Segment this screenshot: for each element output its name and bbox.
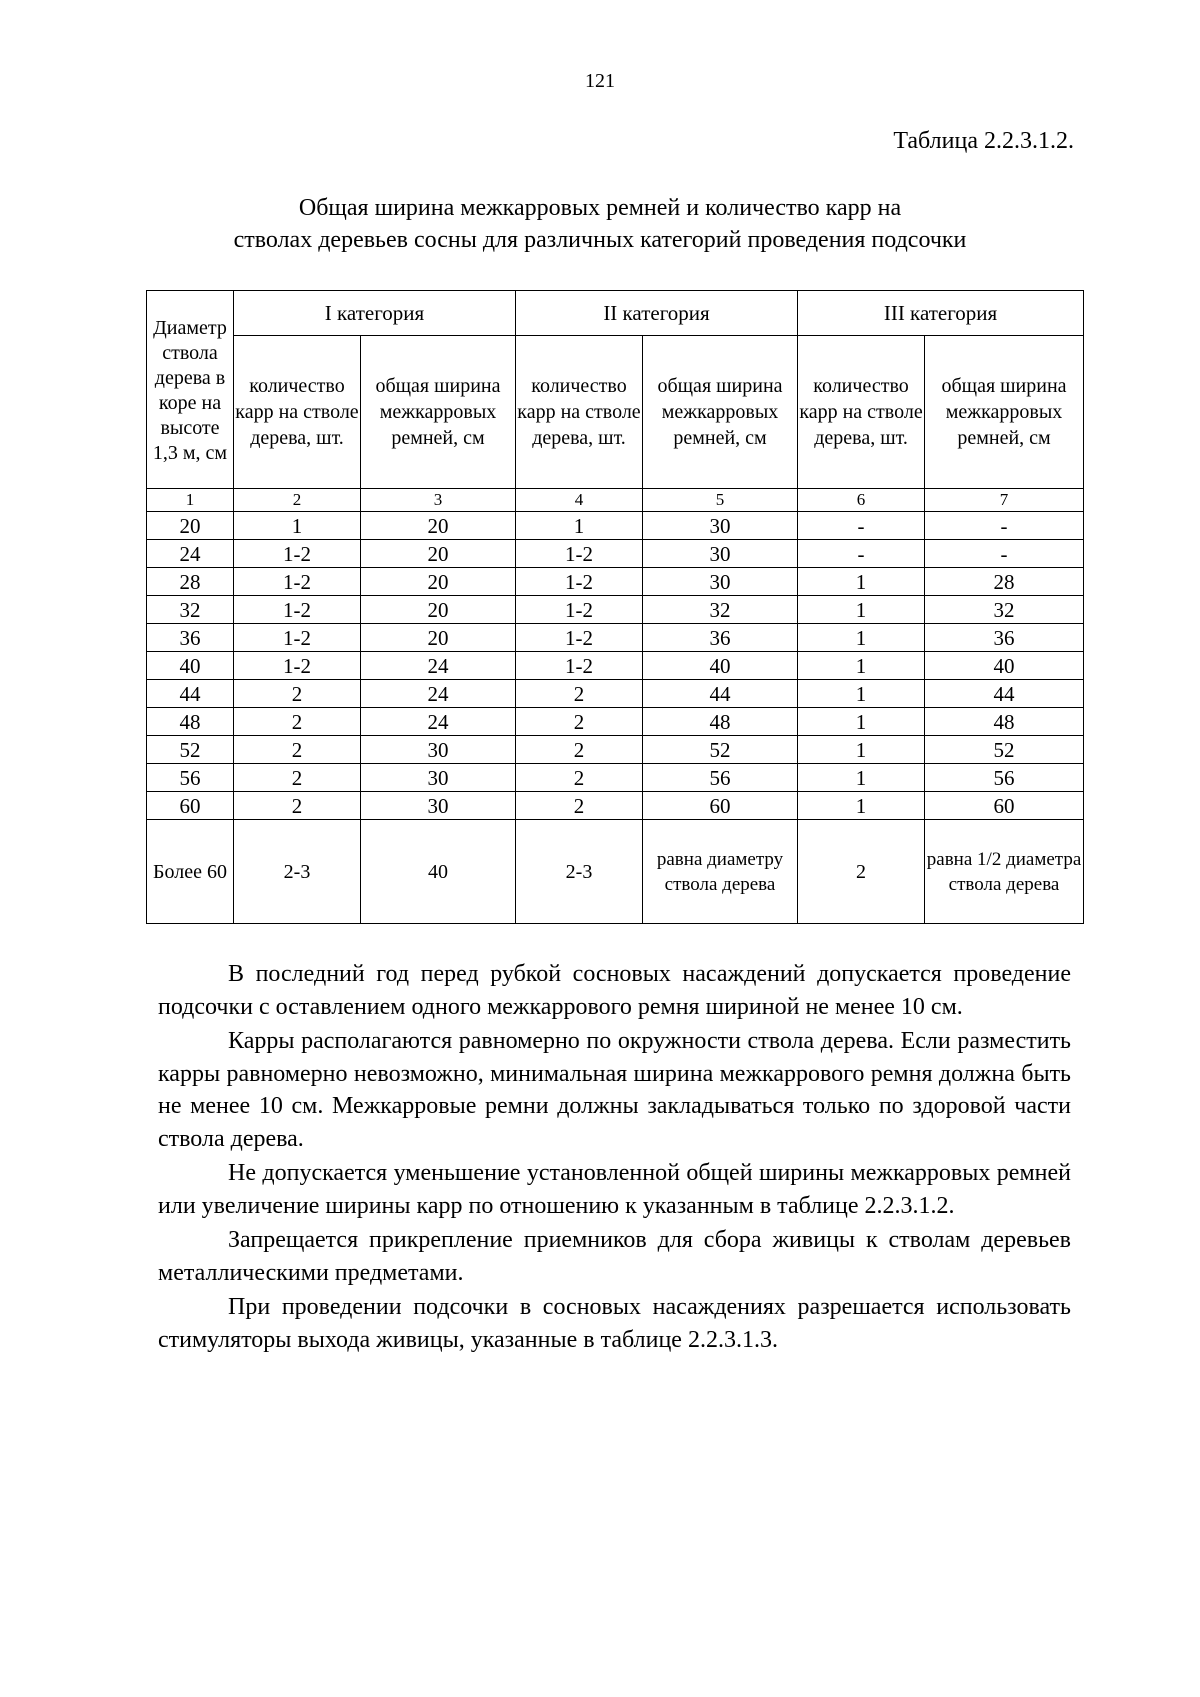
table-row bbox=[147, 568, 1084, 596]
subheader-count: количество карр на стволе дерева, шт. bbox=[234, 336, 361, 489]
table-cell: 1-2 bbox=[516, 568, 643, 596]
table-cell: 60 bbox=[643, 792, 798, 820]
table-cell: 24 bbox=[147, 540, 234, 568]
table-cell: 1-2 bbox=[234, 540, 361, 568]
table-cell: 1-2 bbox=[234, 568, 361, 596]
table-cell: 1 bbox=[798, 568, 925, 596]
table-cell: 48 bbox=[643, 708, 798, 736]
header-diameter: Диаметр ствола дерева в коре на высоте 1,3 м, см bbox=[147, 291, 234, 489]
table-row-last bbox=[147, 820, 1084, 924]
table-cell: 28 bbox=[925, 568, 1084, 596]
column-number-row bbox=[147, 489, 1084, 512]
column-number: 6 bbox=[798, 489, 925, 512]
table-cell: 2 bbox=[516, 680, 643, 708]
table-cell: 2 bbox=[516, 736, 643, 764]
table-cell: 1 bbox=[234, 512, 361, 540]
data-table bbox=[146, 290, 1084, 924]
table-cell: 1 bbox=[798, 680, 925, 708]
column-number: 5 bbox=[643, 489, 798, 512]
table-cell: 32 bbox=[147, 596, 234, 624]
paragraph: Запрещается прикрепление приемников для сбора живицы к стволам деревьев металлическими предметами. bbox=[158, 1227, 1071, 1286]
subheader-count: количество карр на стволе дерева, шт. bbox=[516, 336, 643, 489]
table-cell: 40 bbox=[643, 652, 798, 680]
table-cell: 36 bbox=[925, 624, 1084, 652]
table-cell: 40 bbox=[147, 652, 234, 680]
table-cell: 1-2 bbox=[234, 596, 361, 624]
table-cell: 2 bbox=[516, 764, 643, 792]
table-cell: 24 bbox=[361, 708, 516, 736]
title-line: Общая ширина межкарровых ремней и количество карр на bbox=[298, 195, 902, 221]
table-cell: 20 bbox=[147, 512, 234, 540]
table-cell: 1 bbox=[798, 708, 925, 736]
table-cell: 20 bbox=[361, 568, 516, 596]
table-cell: 60 bbox=[147, 792, 234, 820]
table-cell: 44 bbox=[925, 680, 1084, 708]
table-cell: 2-3 bbox=[234, 820, 361, 924]
table-row bbox=[147, 792, 1084, 820]
paragraph: Карры располагаются равномерно по окружности ствола дерева. Если разместить карры равномерно невозможно, минимальная ширина межкаррового ремня должна быть не менее 10 см. Межкарровые ремни должны закладываться только по здоровой части ствола дерева. bbox=[158, 1028, 1071, 1152]
table-cell: 20 bbox=[361, 624, 516, 652]
table-title bbox=[140, 192, 1060, 256]
table-cell: 32 bbox=[925, 596, 1084, 624]
paragraph: В последний год перед рубкой сосновых насаждений допускается проведение подсочки с оставлением одного межкаррового ремня шириной не менее 10 см. bbox=[158, 961, 1071, 1020]
table-cell: 1-2 bbox=[516, 624, 643, 652]
table-cell: - bbox=[925, 540, 1084, 568]
table-cell: 2 bbox=[234, 736, 361, 764]
table-cell: 52 bbox=[925, 736, 1084, 764]
table-cell: равна 1/2 диаметра ствола дерева bbox=[925, 820, 1084, 924]
table-cell: 28 bbox=[147, 568, 234, 596]
table-cell: 1-2 bbox=[234, 652, 361, 680]
header-category-3: III категория bbox=[798, 291, 1084, 336]
table-cell: 36 bbox=[643, 624, 798, 652]
table-cell: 2 bbox=[234, 764, 361, 792]
table-cell: 2 bbox=[234, 792, 361, 820]
table-row bbox=[147, 624, 1084, 652]
table-cell: 1 bbox=[516, 512, 643, 540]
table-cell: 1-2 bbox=[516, 540, 643, 568]
header-category-2: II категория bbox=[516, 291, 798, 336]
table-cell: 48 bbox=[925, 708, 1084, 736]
table-cell: 1-2 bbox=[516, 596, 643, 624]
title-line: стволах деревьев сосны для различных категорий проведения подсочки bbox=[233, 227, 967, 253]
table-row bbox=[147, 708, 1084, 736]
column-number: 1 bbox=[147, 489, 234, 512]
table-cell: 1 bbox=[798, 764, 925, 792]
table-row bbox=[147, 540, 1084, 568]
table-cell: 2 bbox=[234, 680, 361, 708]
table-cell: 1 bbox=[798, 624, 925, 652]
table-cell: 40 bbox=[925, 652, 1084, 680]
table-cell: - bbox=[798, 512, 925, 540]
table-cell: 24 bbox=[361, 652, 516, 680]
table-cell: 48 bbox=[147, 708, 234, 736]
table-cell: Более 60 bbox=[147, 820, 234, 924]
table-cell: 20 bbox=[361, 512, 516, 540]
table-cell: 20 bbox=[361, 540, 516, 568]
paragraph: Не допускается уменьшение установленной общей ширины межкарровых ремней или увеличение ширины карр по отношению к указанным в таблице 2.2.3.1.2. bbox=[158, 1160, 1071, 1219]
table-cell: 30 bbox=[361, 764, 516, 792]
table-row bbox=[147, 596, 1084, 624]
subheader-width: общая ширина межкарровых ремней, см bbox=[361, 336, 516, 489]
table-cell: - bbox=[798, 540, 925, 568]
table-cell: 60 bbox=[925, 792, 1084, 820]
column-number: 3 bbox=[361, 489, 516, 512]
table-cell: 30 bbox=[643, 512, 798, 540]
table-cell: 1-2 bbox=[234, 624, 361, 652]
subheader-width: общая ширина межкарровых ремней, см bbox=[925, 336, 1084, 489]
table-cell: 1 bbox=[798, 792, 925, 820]
table-cell: 56 bbox=[147, 764, 234, 792]
table-cell: 2 bbox=[234, 708, 361, 736]
table-row bbox=[147, 680, 1084, 708]
table-cell: 44 bbox=[643, 680, 798, 708]
table-cell: 2 bbox=[798, 820, 925, 924]
table-row bbox=[147, 512, 1084, 540]
table-label: Таблица 2.2.3.1.2. bbox=[893, 128, 1074, 154]
body-text bbox=[158, 958, 1071, 1358]
table-cell: 1-2 bbox=[516, 652, 643, 680]
page-number: 121 bbox=[585, 70, 615, 92]
table-cell: 52 bbox=[643, 736, 798, 764]
table-cell: 1 bbox=[798, 596, 925, 624]
table-cell: 30 bbox=[643, 540, 798, 568]
table-cell: 32 bbox=[643, 596, 798, 624]
table-cell: 2 bbox=[516, 792, 643, 820]
table-cell: 52 bbox=[147, 736, 234, 764]
table-row bbox=[147, 764, 1084, 792]
table-row bbox=[147, 652, 1084, 680]
subheader-count: количество карр на стволе дерева, шт. bbox=[798, 336, 925, 489]
table-row bbox=[147, 736, 1084, 764]
paragraph: При проведении подсочки в сосновых насаждениях разрешается использовать стимуляторы выхода живицы, указанные в таблице 2.2.3.1.3. bbox=[158, 1294, 1071, 1353]
table-cell: 44 bbox=[147, 680, 234, 708]
table-cell: 30 bbox=[361, 792, 516, 820]
table-cell: 1 bbox=[798, 736, 925, 764]
table-cell: 24 bbox=[361, 680, 516, 708]
table-cell: равна диаметру ствола дерева bbox=[643, 820, 798, 924]
table-cell: - bbox=[925, 512, 1084, 540]
table-cell: 36 bbox=[147, 624, 234, 652]
subheader-width: общая ширина межкарровых ремней, см bbox=[643, 336, 798, 489]
column-number: 2 bbox=[234, 489, 361, 512]
table-cell: 40 bbox=[361, 820, 516, 924]
table-cell: 2-3 bbox=[516, 820, 643, 924]
table-cell: 20 bbox=[361, 596, 516, 624]
table-cell: 1 bbox=[798, 652, 925, 680]
table-cell: 56 bbox=[643, 764, 798, 792]
column-number: 4 bbox=[516, 489, 643, 512]
header-category-1: I категория bbox=[234, 291, 516, 336]
table-cell: 30 bbox=[361, 736, 516, 764]
table-cell: 56 bbox=[925, 764, 1084, 792]
column-number: 7 bbox=[925, 489, 1084, 512]
table-cell: 2 bbox=[516, 708, 643, 736]
table-cell: 30 bbox=[643, 568, 798, 596]
